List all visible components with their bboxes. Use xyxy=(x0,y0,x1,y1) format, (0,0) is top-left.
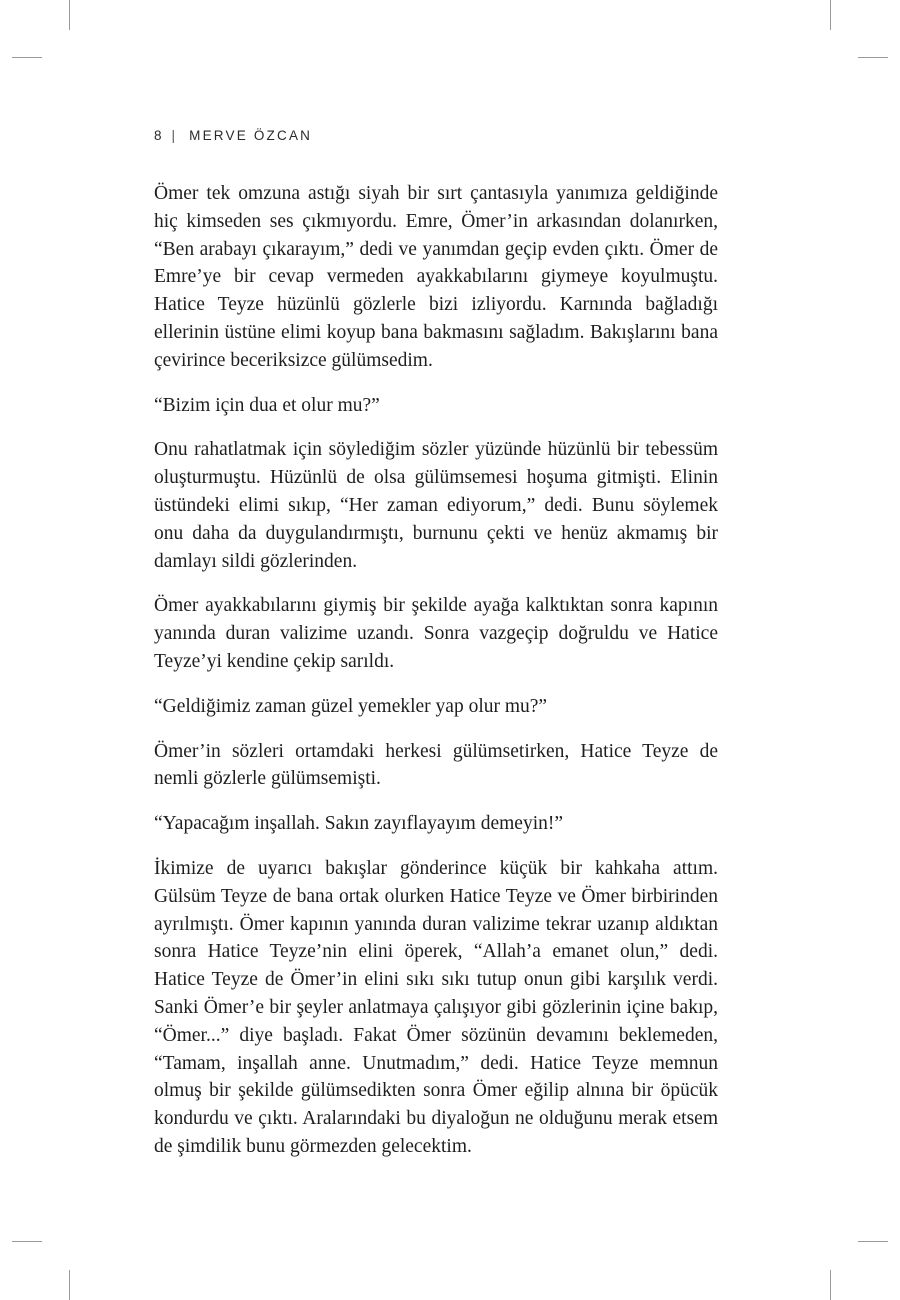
crop-mark-left-bottom xyxy=(12,1241,42,1242)
crop-mark-right-bottom xyxy=(858,1241,888,1242)
paragraph: Onu rahatlatmak için söylediğim sözler yüzünde hüzünlü bir tebessüm oluşturmuştu. Hüzünlü de olsa gülümsemesi hoşuma gitmişti. Elinin üstündeki elimi sıkıp, “Her zaman ediyorum,” dedi. Bunu söylemek onu daha da duygulandırmıştı, burnunu çekti ve henüz akmamış bir damlayı sildi gözlerinden. xyxy=(154,439,718,572)
running-head xyxy=(154,128,312,143)
page-number: 8 xyxy=(154,128,162,143)
crop-mark-bottom-left xyxy=(69,1270,70,1300)
paragraph: Ömer tek omzuna astığı siyah bir sırt çantasıyla yanımıza geldiğinde hiç kimseden ses çıkmıyordu. Emre, Ömer’in arkasından dolanırken, “Ben arabayı çıkarayım,” dedi ve yanımdan geçip evden çıktı. Ömer de Emre’ye bir cevap vermeden ayakkabılarını giymeye koyulmuştu. Hatice Teyze hüzünlü gözlerle bizi izliyordu. Karnında bağladığı ellerinin üstüne elimi koyup bana bakmasını sağladım. Bakışlarını bana çevirince beceriksizce gülümsedim. xyxy=(154,183,718,371)
paragraph: Ömer’in sözleri ortamdaki herkesi gülümsetirken, Hatice Teyze de nemli gözlerle gülümsemişti. xyxy=(154,740,718,790)
author-name: MERVE ÖZCAN xyxy=(189,128,313,143)
paragraph: İkimize de uyarıcı bakışlar gönderince küçük bir kahkaha attım. Gülsüm Teyze de bana ortak olurken Hatice Teyze ve Ömer birbirinden ayrılmıştı. Ömer kapının yanında duran valizime tekrar uzanıp aldıktan sonra Hatice Teyze’nin elini öperek, “Allah’a emanet olun,” dedi. Hatice Teyze de Ömer’in elini sıkı sıkı tutup onun gibi karşılık verdi. Sanki Ömer’e bir şeyler anlatmaya çalışıyor gibi gözlerinin içine bakıp, “Ömer...” diye başladı. Fakat Ömer sözünün devamını beklemeden, “Tamam, inşallah anne. Unutmadım,” dedi. Hatice Teyze memnun olmuş bir şekilde gülümsedikten sonra Ömer eğilip alnına bir öpücük kondurdu ve çıktı. Aralarındaki bu diyaloğun ne olduğunu merak etsem de şimdilik bunu görmezden gelecektim. xyxy=(154,857,718,1157)
crop-mark-left-top xyxy=(12,57,42,58)
crop-mark-right-top xyxy=(858,57,888,58)
header-separator: | xyxy=(171,128,178,143)
paragraph: “Geldiğimiz zaman güzel yemekler yap olur mu?” xyxy=(154,695,548,717)
crop-mark-top-right xyxy=(830,0,831,30)
crop-mark-bottom-right xyxy=(830,1270,831,1300)
paragraph: “Yapacağım inşallah. Sakın zayıflayayım demeyin!” xyxy=(154,813,564,835)
body-text xyxy=(154,180,718,1178)
paragraph: “Bizim için dua et olur mu?” xyxy=(154,394,380,416)
paragraph: Ömer ayakkabılarını giymiş bir şekilde ayağa kalktıktan sonra kapının yanında duran valizime uzandı. Sonra vazgeçip doğruldu ve Hatice Teyze’yi kendine çekip sarıldı. xyxy=(154,595,718,672)
crop-mark-top-left xyxy=(69,0,70,30)
